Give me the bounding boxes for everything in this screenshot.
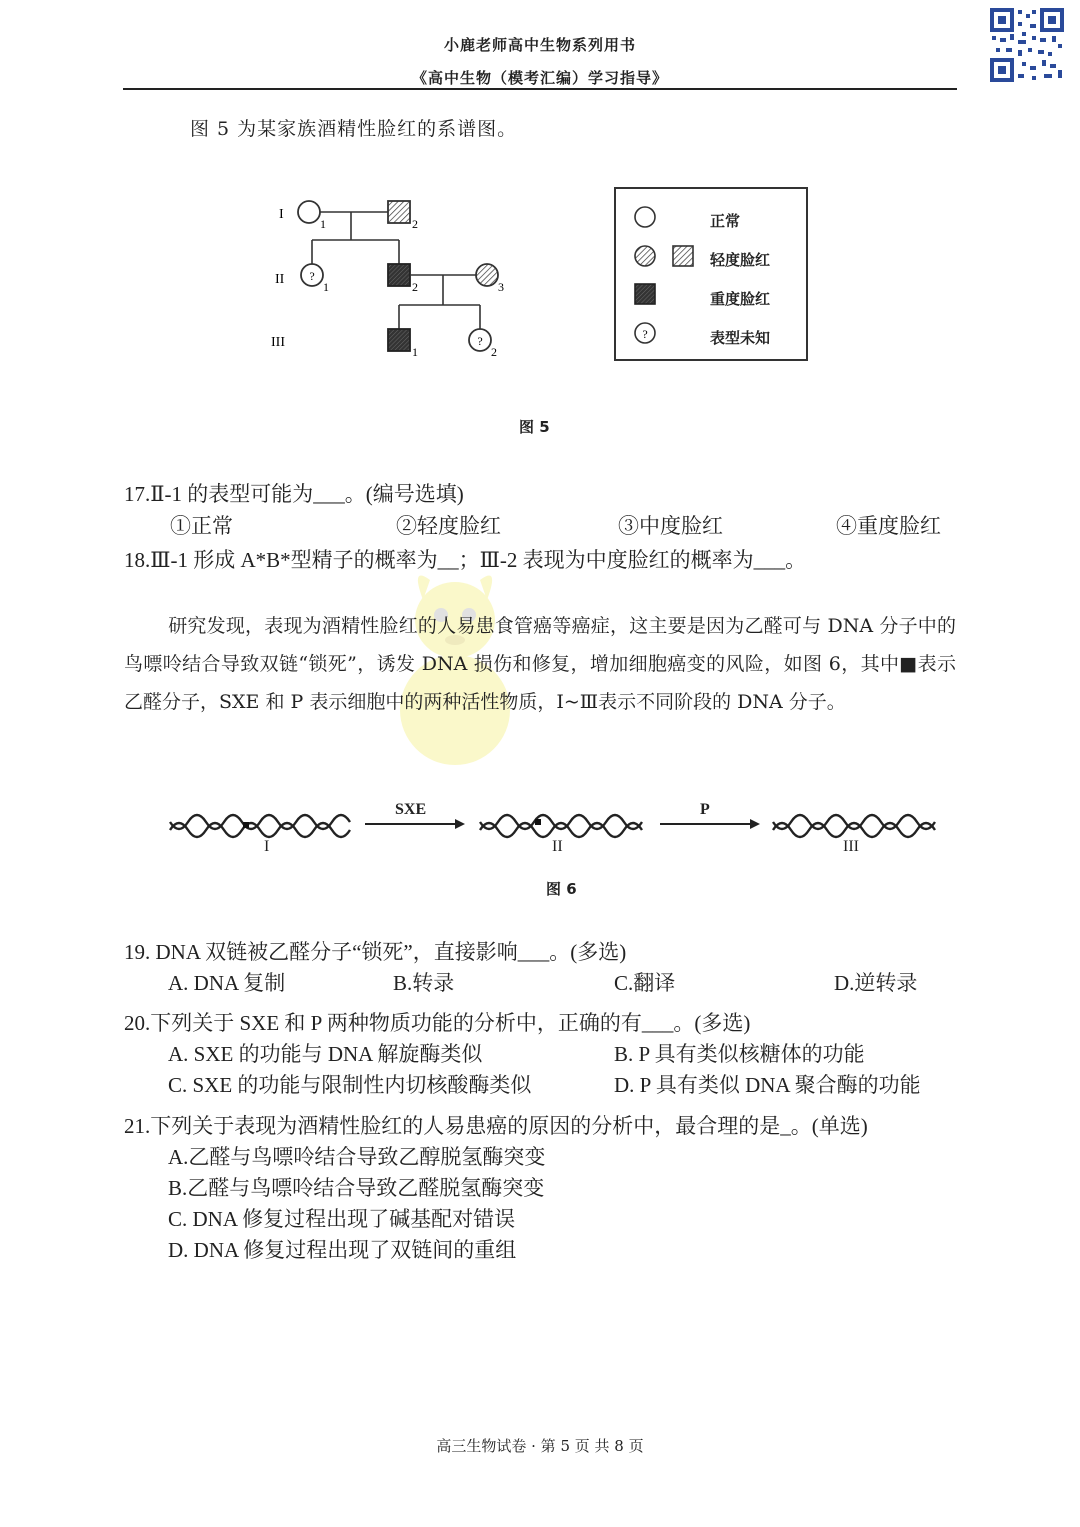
I-2-number: 2: [412, 217, 418, 231]
q17-option-2: ②轻度脸红: [396, 514, 501, 538]
arrow-p-head: [750, 819, 760, 829]
gen-label-I: I: [279, 207, 284, 222]
I-1-number: 1: [320, 217, 326, 231]
q19-option-c: C.翻译: [614, 971, 676, 995]
I-1-female-normal: [298, 201, 320, 223]
arrow-label-sxe: SXE: [395, 801, 427, 818]
III-1-number: 1: [412, 345, 418, 359]
legend-label-mild: 轻度脸红: [710, 251, 771, 269]
page-footer: 高三生物试卷 · 第 5 页 共 8 页: [436, 1437, 644, 1455]
acetaldehyde-mark-II: [535, 819, 541, 825]
research-paragraph-text: 研究发现，表现为酒精性脸红的人易患食管癌等癌症，这主要是因为乙醛可与 DNA 分子中的鸟嘌呤结合导致双链“锁死”，诱发 DNA 损伤和修复，增加细胞癌变的风险，如图 6，其中■表示乙醛分子，SXE 和 P 表示细胞中的两种活性物质，Ⅰ~Ⅲ表示不同阶段的 DNA 分子。: [124, 615, 956, 713]
acetaldehyde-mark-I: [243, 822, 249, 828]
dna-II: [480, 815, 642, 837]
q17-stem: 17.Ⅱ-1 的表型可能为___。(编号选填): [124, 482, 464, 506]
q20-option-a: A. SXE 的功能与 DNA 解旋酶类似: [168, 1042, 483, 1066]
II-1-unknown-mark: ?: [309, 269, 315, 283]
I-2-male-mild-flush: [388, 201, 410, 223]
q20-stem: 20.下列关于 SXE 和 P 两种物质功能的分析中，正确的有___。(多选): [124, 1011, 751, 1035]
III-2-number: 2: [491, 345, 497, 359]
legend-severe-icon: [635, 284, 655, 304]
q19-option-a: A. DNA 复制: [168, 971, 286, 995]
III-1-male-severe-flush: [388, 329, 410, 351]
q20-option-d: D. P 具有类似 DNA 聚合酶的功能: [614, 1073, 921, 1097]
book-series-title: 小鹿老师高中生物系列用书: [443, 36, 636, 54]
dna-label-I: I: [264, 838, 270, 855]
dna-III: [773, 815, 935, 837]
legend-normal-icon: [635, 207, 655, 227]
II-2-number: 2: [412, 280, 418, 294]
q17-option-3: ③中度脸红: [618, 514, 723, 538]
q20-option-b: B. P 具有类似核糖体的功能: [614, 1042, 865, 1066]
q18-stem: 18.Ⅲ-1 形成 A*B*型精子的概率为__；Ⅲ-2 表现为中度脸红的概率为___。: [124, 548, 807, 572]
qr-code-icon: [988, 4, 1066, 84]
legend-label-severe: 重度脸红: [710, 290, 771, 308]
gen-label-III: III: [271, 335, 285, 350]
q21-option-b: B.乙醛与鸟嘌呤结合导致乙醛脱氢酶突变: [168, 1176, 545, 1200]
dna-I: [170, 815, 350, 837]
dna-label-II: II: [552, 838, 563, 855]
q21-stem: 21.下列关于表现为酒精性脸红的人易患癌的原因的分析中，最合理的是_。(单选): [124, 1114, 868, 1138]
II-1-number: 1: [323, 280, 329, 294]
figure6-caption: 图 6: [546, 880, 577, 898]
q17-option-4: ④重度脸红: [836, 514, 941, 538]
q19-option-d: D.逆转录: [834, 971, 918, 995]
book-title: 《高中生物（模考汇编）学习指导》: [411, 69, 668, 87]
arrow-sxe-head: [455, 819, 465, 829]
II-3-number: 3: [498, 280, 504, 294]
figure5-intro: 图 5 为某家族酒精性脸红的系谱图。: [190, 118, 518, 140]
q21-option-d: D. DNA 修复过程出现了双链间的重组: [168, 1238, 517, 1262]
II-2-male-severe-flush: [388, 264, 410, 286]
research-paragraph: [124, 607, 956, 721]
gen-label-II: II: [275, 272, 285, 287]
legend-label-unknown: 表型未知: [710, 329, 771, 347]
legend-unknown-mark: ?: [642, 327, 648, 341]
q21-option-c: C. DNA 修复过程出现了碱基配对错误: [168, 1207, 516, 1231]
legend-mild-circle-icon: [635, 246, 655, 266]
q21-option-a: A.乙醛与鸟嘌呤结合导致乙醇脱氢酶突变: [168, 1145, 546, 1169]
II-3-female-mild-flush: [476, 264, 498, 286]
dna-label-III: III: [843, 838, 859, 855]
figure5-caption: 图 5: [519, 418, 550, 436]
legend-label-normal: 正常: [710, 212, 741, 230]
arrow-label-p: P: [700, 801, 710, 818]
dna-repair-diagram: [165, 795, 945, 870]
q19-stem: 19. DNA 双链被乙醛分子“锁死”，直接影响___。(多选): [124, 940, 627, 964]
q17-option-1: ①正常: [170, 514, 233, 538]
legend-mild-square-icon: [673, 246, 693, 266]
q19-option-b: B.转录: [393, 971, 455, 995]
header-rule: [123, 88, 957, 90]
q20-option-c: C. SXE 的功能与限制性内切核酸酶类似: [168, 1073, 532, 1097]
III-2-unknown-mark: ?: [477, 334, 483, 348]
